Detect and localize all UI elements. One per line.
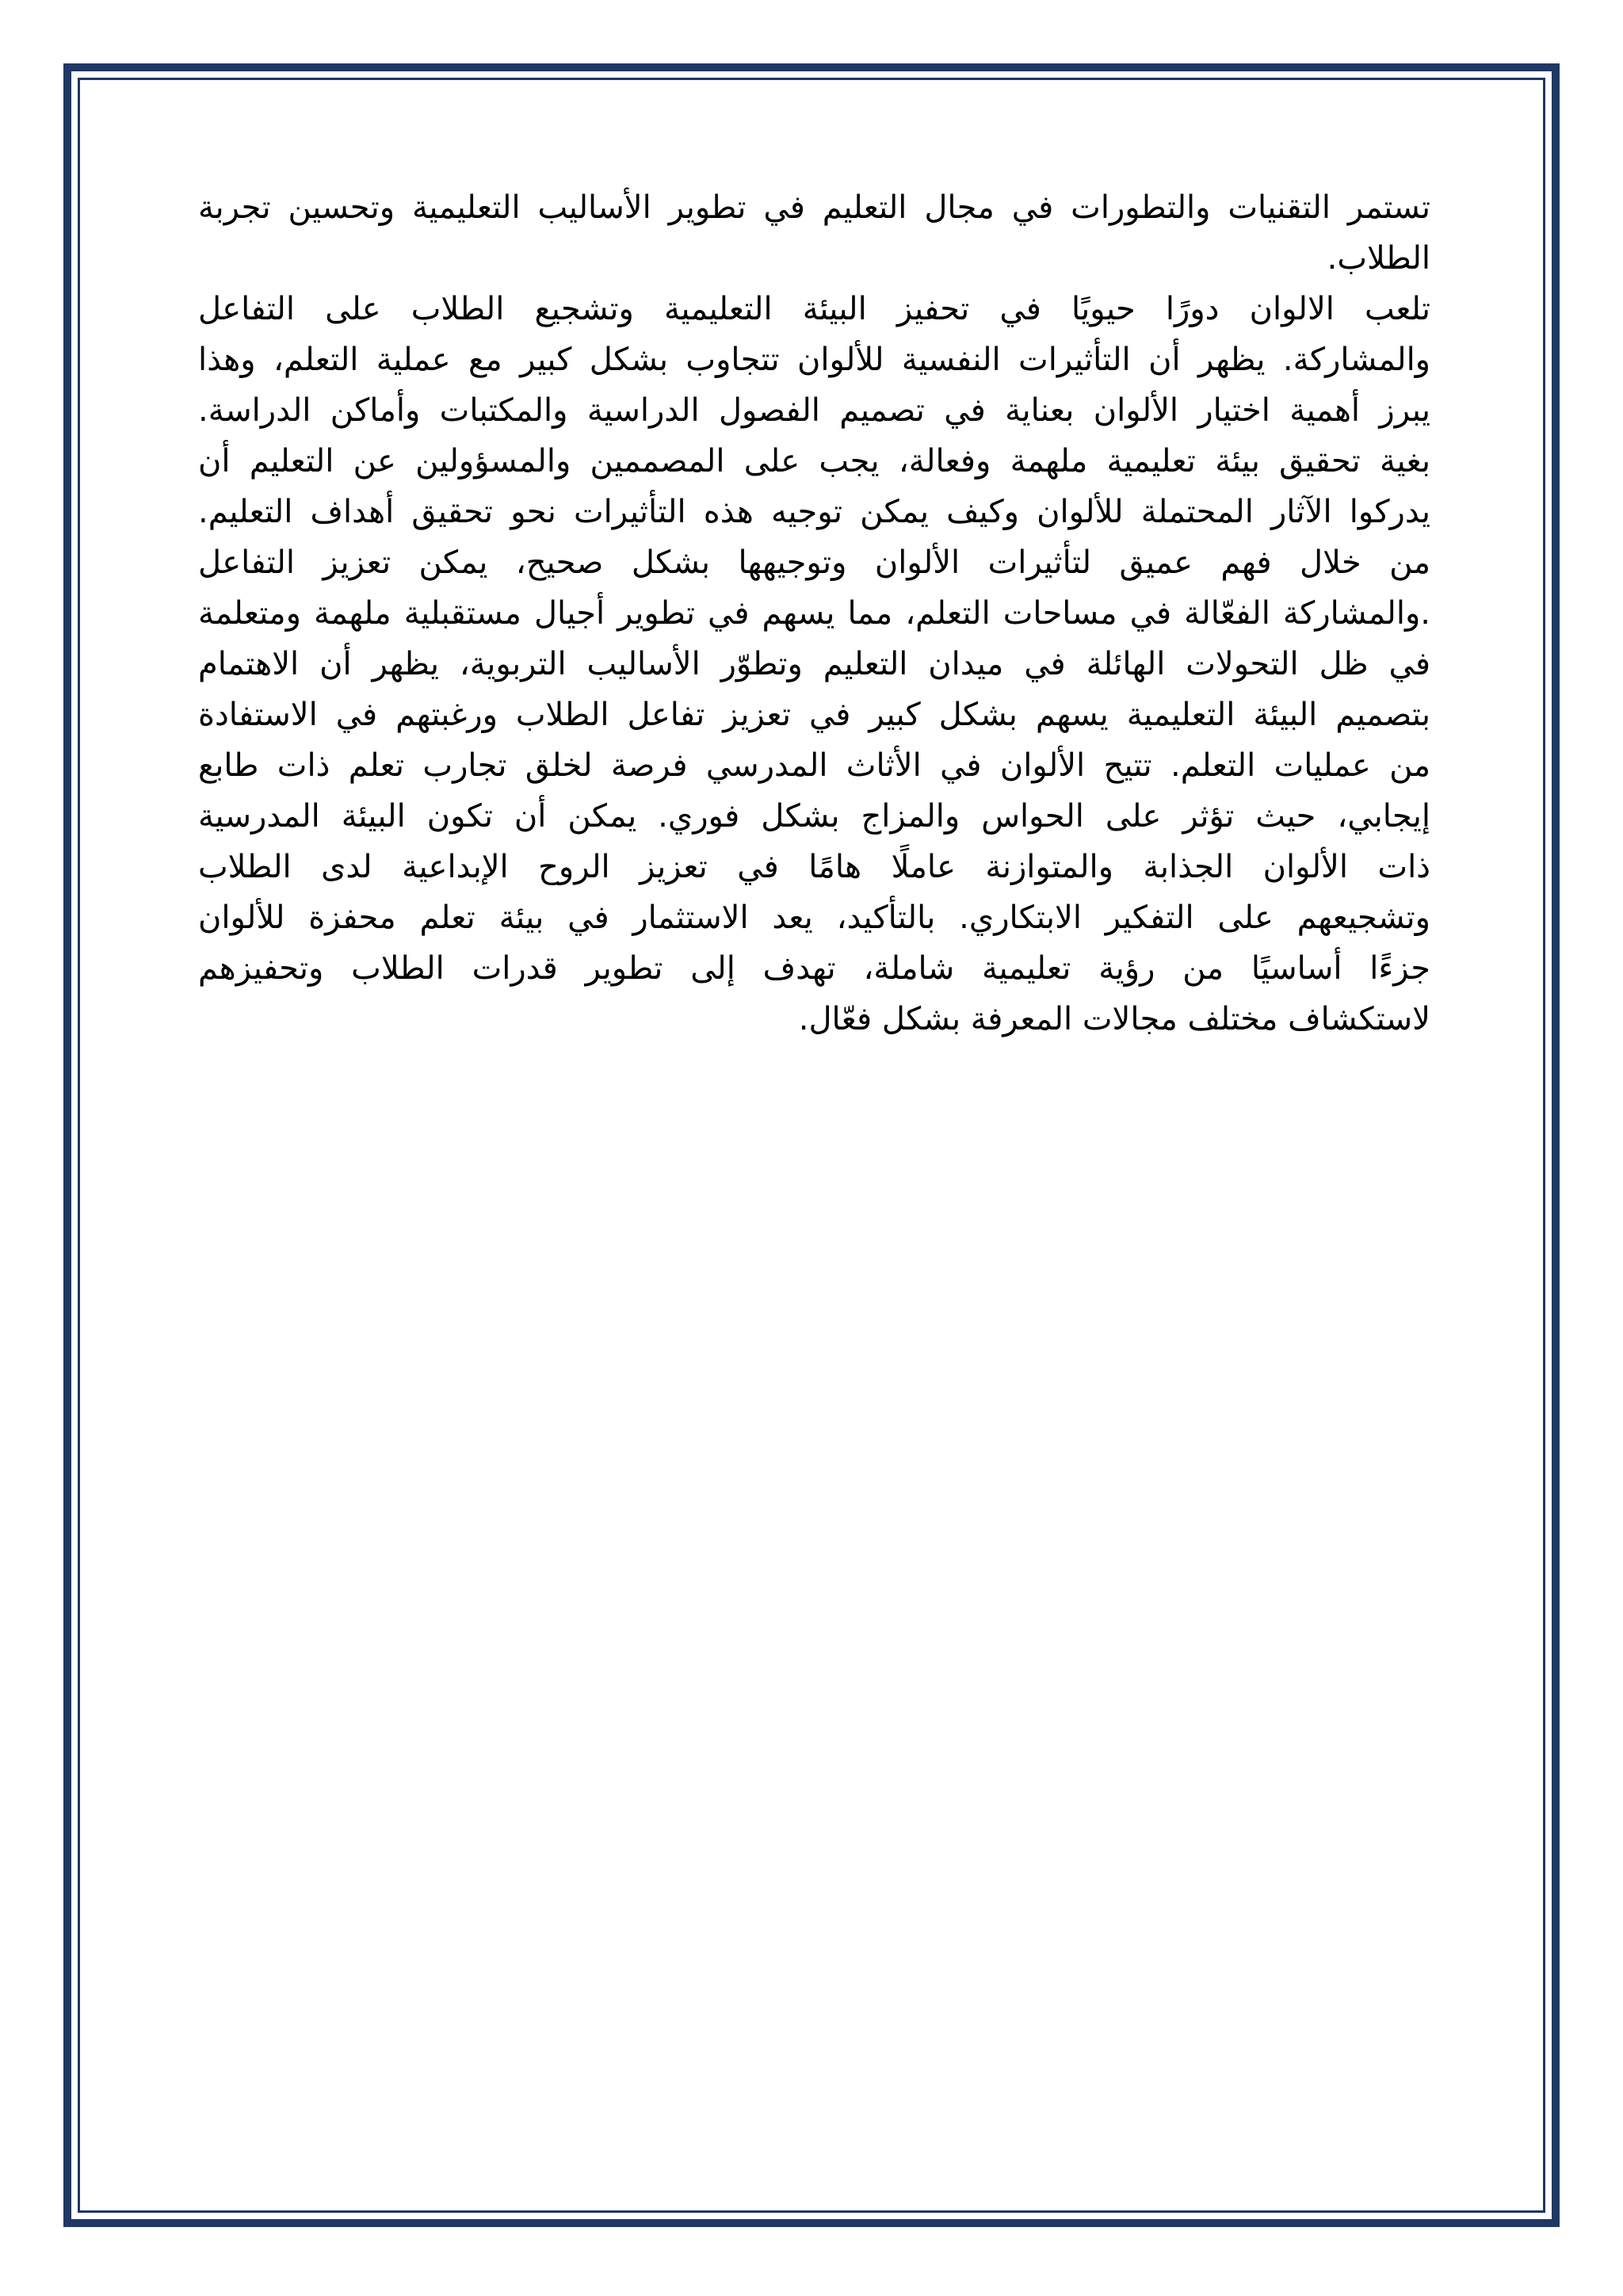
text-line: من عمليات التعلم. تتيح الألوان في الأثاث المدرسي فرصة لخلق تجارب تعلم ذات طابع: [198, 747, 1430, 784]
text-line: الطلاب.: [1327, 240, 1430, 277]
text-line: من خلال فهم عميق لتأثيرات الألوان وتوجيهها بشكل صحيح، يمكن تعزيز التفاعل: [198, 544, 1430, 581]
text-line: بغية تحقيق بيئة تعليمية ملهمة وفعالة، يجب على المصممين والمسؤولين عن التعليم أن: [198, 443, 1430, 479]
text-line: وتشجيعهم على التفكير الابتكاري. بالتأكيد، يعد الاستثمار في بيئة تعلم محفزة للألوان: [198, 900, 1430, 936]
body-text: [198, 182, 1430, 1045]
text-line: يبرز أهمية اختيار الألوان بعناية في تصميم الفصول الدراسية والمكتبات وأماكن الدراسة.: [198, 392, 1430, 429]
text-line: ذات الألوان الجذابة والمتوازنة عاملًا هامًا في تعزيز الروح الإبداعية لدى الطلاب: [198, 849, 1430, 885]
paragraph-intro: [198, 182, 1430, 284]
text-line: تستمر التقنيات والتطورات في مجال التعليم في تطوير الأساليب التعليمية وتحسين تجربة: [198, 189, 1430, 226]
text-line: جزءًا أساسيًا من رؤية تعليمية شاملة، تهدف إلى تطوير قدرات الطلاب وتحفيزهم: [198, 950, 1430, 987]
text-line: والمشاركة. يظهر أن التأثيرات النفسية للألوان تتجاوب بشكل كبير مع عملية التعلم، وهذا: [198, 342, 1430, 378]
text-line: تلعب الالوان دورًا حيويًا في تحفيز البيئة التعليمية وتشجيع الطلاب على التفاعل: [198, 291, 1430, 327]
text-line: إيجابي، حيث تؤثر على الحواس والمزاج بشكل فوري. يمكن أن تكون البيئة المدرسية: [198, 798, 1430, 835]
text-line: في ظل التحولات الهائلة في ميدان التعليم وتطوّر الأساليب التربوية، يظهر أن الاهتمام: [198, 646, 1430, 682]
text-line: .والمشاركة الفعّالة في مساحات التعلم، مما يسهم في تطوير أجيال مستقبلية ملهمة ومتعلمة: [198, 595, 1430, 632]
text-line: بتصميم البيئة التعليمية يسهم بشكل كبير في تعزيز تفاعل الطلاب ورغبتهم في الاستفادة: [198, 697, 1430, 733]
text-line: يدركوا الآثار المحتملة للألوان وكيف يمكن توجيه هذه التأثيرات نحو تحقيق أهداف التعليم.: [198, 494, 1430, 530]
paragraph-main: [198, 284, 1430, 1045]
text-line: لاستكشاف مختلف مجالات المعرفة بشكل فعّال.: [798, 1001, 1430, 1037]
